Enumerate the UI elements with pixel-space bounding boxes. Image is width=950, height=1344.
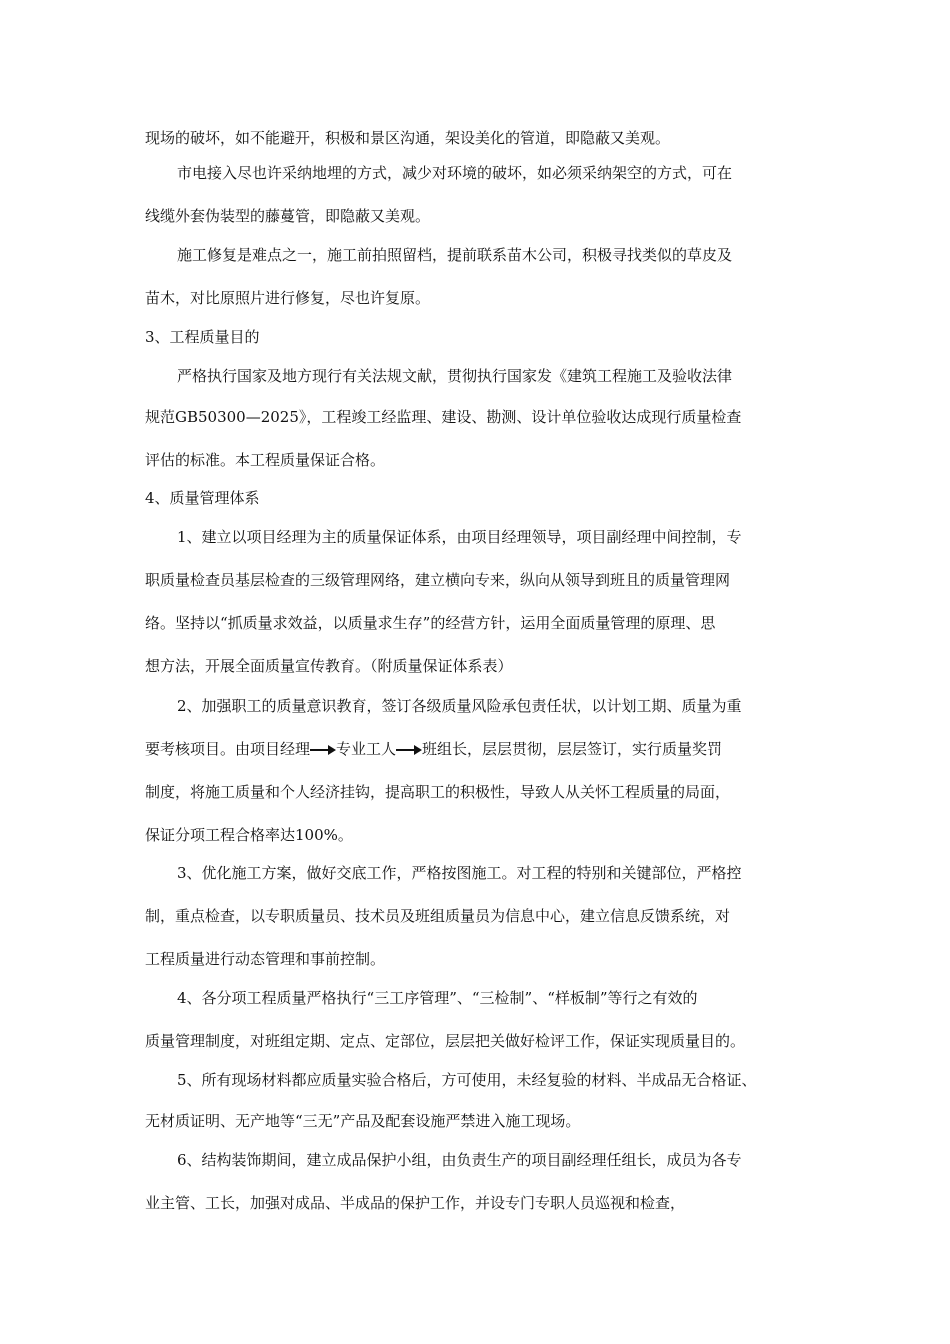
- paragraph-line: 业主管、工长，加强对成品、半成品的保护工作，并设专门专职人员巡视和检查，: [145, 1194, 686, 1212]
- paragraph-line: 1、建立以项目经理为主的质量保证体系，由项目经理领导，项目副经理中间控制，专: [177, 528, 742, 546]
- arrow-line-text-2: 专业工人: [336, 740, 397, 758]
- paragraph-line: 评估的标准。本工程质量保证合格。: [145, 451, 386, 469]
- paragraph-line: 制，重点检查，以专职质量员、技术员及班组质量员为信息中心，建立信息反馈系统，对: [145, 907, 731, 925]
- paragraph-line: 5、所有现场材料都应质量实验合格后，方可使用，未经复验的材料、半成品无合格证、: [177, 1071, 757, 1089]
- paragraph-line: 制度，将施工质量和个人经济挂钩，提高职工的积极性，导致人从关怀工程质量的局面，: [145, 783, 731, 801]
- paragraph-line: 2、加强职工的质量意识教育，签订各级质量风险承包责任状，以计划工期、质量为重: [177, 697, 742, 715]
- paragraph-line: 保证分项工程合格率达100%。: [145, 826, 353, 844]
- paragraph-line: 规范GB50300—2025》，工程竣工经监理、建设、勘测、设计单位验收达成现行质量检查: [145, 408, 742, 426]
- arrow-line-text-3: 班组长，层层贯彻，层层签订，实行质量奖罚: [422, 740, 723, 758]
- paragraph-line: 苗木，对比原照片进行修复，尽也许复原。: [145, 289, 431, 307]
- paragraph-line: 络。坚持以“抓质量求效益，以质量求生存”的经营方针，运用全面质量管理的原理、思: [145, 614, 716, 632]
- paragraph-line-with-arrows: [145, 739, 722, 759]
- paragraph-line: 6、结构装饰期间，建立成品保护小组，由负责生产的项目副经理任组长，成员为各专: [177, 1151, 742, 1169]
- paragraph-line: 无材质证明、无产地等“三无”产品及配套设施严禁进入施工现场。: [145, 1112, 581, 1130]
- paragraph-line: 4、各分项工程质量严格执行“三工序管理”、“三检制”、“样板制”等行之有效的: [177, 989, 698, 1007]
- section-heading: 4、质量管理体系: [145, 489, 260, 507]
- paragraph-line: 市电接入尽也许采纳地埋的方式，减少对环境的破坏，如必须采纳架空的方式，可在: [177, 164, 733, 182]
- paragraph-line: 职质量检查员基层检查的三级管理网络，建立横向专来，纵向从领导到班且的质量管理网: [145, 571, 731, 589]
- section-heading: 3、工程质量目的: [145, 328, 260, 346]
- paragraph-line: 想方法，开展全面质量宣传教育。（附质量保证体系表）: [145, 657, 513, 675]
- paragraph-line: 3、优化施工方案，做好交底工作，严格按图施工。对工程的特别和关键部位，严格控: [177, 864, 742, 882]
- right-arrow-icon: [396, 745, 422, 755]
- paragraph-line: 施工修复是难点之一，施工前拍照留档，提前联系苗木公司，积极寻找类似的草皮及: [177, 246, 733, 264]
- right-arrow-icon: [310, 745, 336, 755]
- paragraph-line: 线缆外套伪装型的藤蔓管，即隐蔽又美观。: [145, 207, 431, 225]
- paragraph-line: 工程质量进行动态管理和事前控制。: [145, 950, 386, 968]
- paragraph-line: 现场的破坏，如不能避开，积极和景区沟通，架设美化的管道，即隐蔽又美观。: [145, 129, 671, 147]
- paragraph-line: 质量管理制度，对班组定期、定点、定部位，层层把关做好检评工作，保证实现质量目的。: [145, 1032, 746, 1050]
- paragraph-line: 严格执行国家及地方现行有关法规文献，贯彻执行国家发《建筑工程施工及验收法律: [177, 367, 733, 385]
- arrow-line-text-1: 要考核项目。由项目经理: [145, 740, 311, 758]
